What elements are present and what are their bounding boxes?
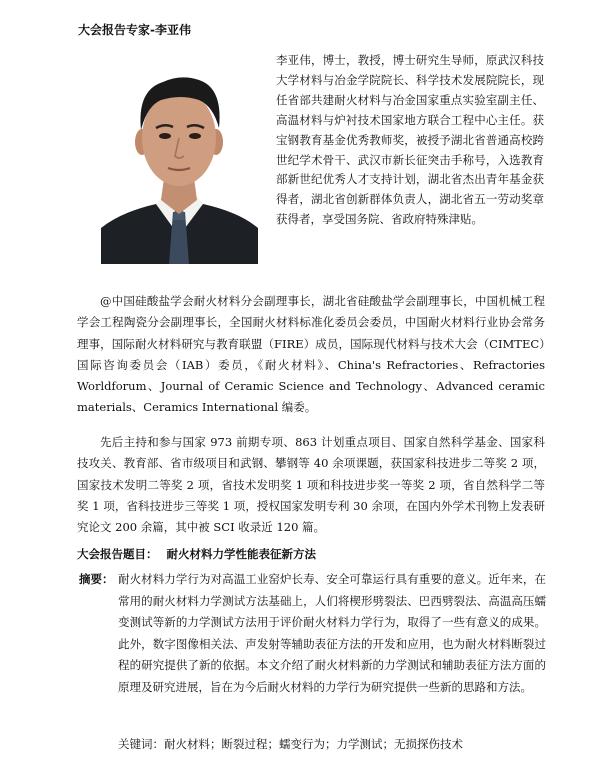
keywords-line: 关键词：耐火材料；断裂过程；蠕变行为；力学测试；无损探伤技术 bbox=[118, 737, 463, 751]
report-title-label: 大会报告题目： bbox=[77, 547, 158, 561]
speaker-portrait-image bbox=[101, 60, 258, 264]
abstract-text: 耐火材料力学行为对高温工业窑炉长寿、安全可靠运行具有重要的意义。近年来，在常用的耐火材料力学测试方法基础上，人们将楔形劈裂法、巴西劈裂法、高温高压蠕变测试等新的力学测试方法用于评价耐火材料力学行为，取得了一些有意义的成果。此外，数字图像相关法、声发射等辅助表征方法的开发和应用，也为耐火材料断裂过程的研究提供了新的依据。本文介绍了耐火材料新的力学测试和辅助表征方法方面的原理及研究进展，旨在为今后耐火材料的力学行为研究提供一些新的思路和方法。 bbox=[118, 572, 546, 694]
speaker-biography: 李亚伟，博士，教授，博士研究生导师，原武汉科技大学材料与冶金学院院长、科学技术发展院院长，现任省部共建耐火材料与冶金国家重点实验室副主任、高温材料与炉衬技术国家地方联合工程中心主任。获宝钢教育基金优秀教师奖，被授予湖北省普通高校跨世纪学术骨干、武汉市新长征突击手称号，入选教育部新世纪优秀人才支持计划，湖北省杰出青年基金获得者，湖北省创新群体负责人，湖北省五一劳动奖章获得者，享受国务院、省政府特殊津贴。 bbox=[276, 53, 544, 227]
speaker-portrait bbox=[101, 60, 258, 264]
abstract-label: 摘要： bbox=[79, 572, 114, 586]
positions-paragraph: @中国硅酸盐学会耐火材料分会副理事长，湖北省硅酸盐学会副理事长，中国机械工程学会工程陶瓷分会副理事长，全国耐火材料标准化委员会委员，中国耐火材料行业协会常务理事，国际耐火材料研究与教育联盟（FIRE）成员，国际现代材料与技术大会（CIMTEC）国际咨询委员会（IAB）委员，《耐火材料》、China's Refractories、Refractories Worldforum、Journal of Ceramic Science and Technology、Advanced ceramic materials、Ceramics International 编委。 bbox=[77, 294, 545, 415]
report-title-line bbox=[77, 546, 545, 562]
report-title: 耐火材料力学性能表征新方法 bbox=[166, 547, 316, 561]
projects-paragraph: 先后主持和参与国家 973 前期专项、863 计划重点项目、国家自然科学基金、国家科技攻关、教育部、省市级项目和武钢、攀钢等 40 余项课题，获国家科技进步二等奖 2 项，国家技术发明二等奖 2 项，省技术发明奖 1 项和科技进步奖一等奖 2 项，省自然科学二等奖 1 项，省科技进步三等奖 1 项，授权国家发明专利 30 余项，在国内外学术刊物上发表研究论文 200 余篇，其中被 SCI 收录近 120 篇。 bbox=[77, 435, 545, 535]
page-heading: 大会报告专家-李亚伟 bbox=[78, 23, 191, 37]
